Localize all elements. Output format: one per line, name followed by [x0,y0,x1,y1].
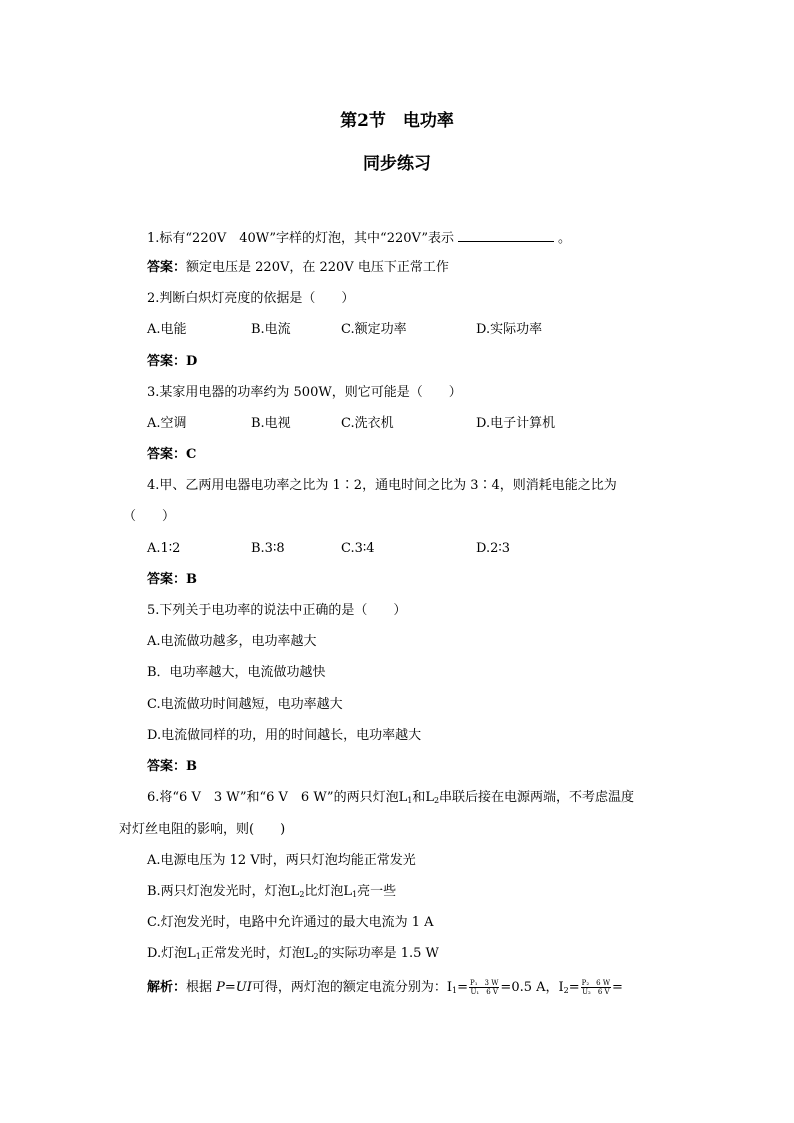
q6-option-a: A.电源电压为 12 V时，两只灯泡均能正常发光 [147,853,416,868]
subscript: 2 [563,986,569,995]
q4-option-c: C.3∶4 [341,541,375,556]
q5-option-c: C.电流做功时间越短，电功率越大 [147,697,343,712]
q1-stem: 1.标有“220V 40W”字样的灯泡，其中“220V”表示 [147,231,455,246]
fraction-numerator: P₂ 6 W [581,979,611,987]
q4-option-b: B.3∶8 [251,541,285,556]
fraction-numerator: P₁ 3 W [470,979,499,987]
q5-answer: 答案：B [147,759,197,774]
q2-option-a: A.电能 [147,322,187,337]
page-subtitle: 同步练习 [363,154,431,174]
q5-option-a: A.电流做功越多，电功率越大 [147,634,317,649]
equals: = [568,980,580,995]
fraction-denominator: U₂ 6 V [582,988,610,996]
q6-text-1: 6.将“6 V 3 W”和“6 V 6 W”的两只灯泡L [147,790,408,805]
answer-label: 答案： [147,260,187,275]
answer-blank [458,229,554,242]
subscript: 1 [352,890,358,899]
subscript: 2 [313,952,319,961]
question-6 [147,790,634,809]
equals: = [612,980,623,995]
analysis-label: 解析： [147,980,187,995]
subscript: 1 [452,986,458,995]
question-4: 4.甲、乙两用电器电功率之比为 1∶2，通电时间之比为 3∶4，则消耗电能之比为 [147,478,617,493]
q6d-text-2: 正常发光时，灯泡L [200,946,314,961]
q2-answer: 答案：D [147,354,198,369]
question-4-cont: （ ） [123,509,176,524]
q1-answer [147,260,449,276]
q3-option-d: D.电子计算机 [476,416,556,431]
q6d-text-3: 的实际功率是 1.5 W [318,946,439,961]
q2-option-d: D.实际功率 [476,322,543,337]
analysis-text-1: 根据 [186,980,217,995]
q6-text-3: 串联后接在电源两端，不考虑温度 [439,790,635,805]
analysis-text-4: =0.5 A，I [500,980,564,995]
q5-option-d: D.电流做同样的功，用的时间越长，电功率越大 [147,728,422,743]
q4-option-d: D.2∶3 [476,541,511,556]
formula: P=UI [216,980,252,995]
question-1 [147,229,571,247]
q6b-text-3: 亮一些 [357,884,397,899]
q6-text-2: 和L [412,790,434,805]
q4-answer: 答案：B [147,572,197,587]
q5-option-b: B．电功率越大，电流做功越快 [147,665,326,680]
page-title: 第2节 电功率 [340,111,454,131]
subscript: 2 [299,890,305,899]
q2-option-b: B.电流 [251,322,291,337]
question-6-cont: 对灯丝电阻的影响，则( ) [119,822,286,837]
question-3: 3.某家用电器的功率约为 500W，则它可能是（ ） [147,385,462,400]
fraction-1 [469,979,499,996]
q3-option-c: C.洗衣机 [341,416,394,431]
fraction-2 [581,979,611,996]
q2-option-c: C.额定功率 [341,322,407,337]
subscript: 2 [433,796,440,805]
q6-option-c: C.灯泡发光时，电路中允许通过的最大电流为 1 A [147,915,434,930]
analysis-text-2: 可得，两灯泡的额定电流分别为：I [251,980,453,995]
subscript: 1 [195,952,201,961]
question-5: 5.下列关于电功率的说法中正确的是（ ） [147,603,407,618]
q3-answer: 答案：C [147,447,197,462]
q6b-text-1: B.两只灯泡发光时，灯泡L [147,884,300,899]
q3-option-a: A.空调 [147,416,187,431]
fraction-denominator: U₁ 6 V [470,988,498,996]
analysis [147,979,623,999]
subscript: 1 [407,796,413,805]
q6-option-b [147,884,396,903]
q3-option-b: B.电视 [251,416,291,431]
answer-text: 额定电压是 220V，在 220V 电压下正常工作 [186,260,449,275]
q1-period: 。 [558,231,572,246]
q6-option-d [147,946,439,965]
q4-option-a: A.1∶2 [147,541,181,556]
question-2: 2.判断白炽灯亮度的依据是（ ） [147,291,355,306]
q6b-text-2: 比灯泡L [304,884,353,899]
equals: = [457,980,469,995]
q6d-text-1: D.灯泡L [147,946,196,961]
